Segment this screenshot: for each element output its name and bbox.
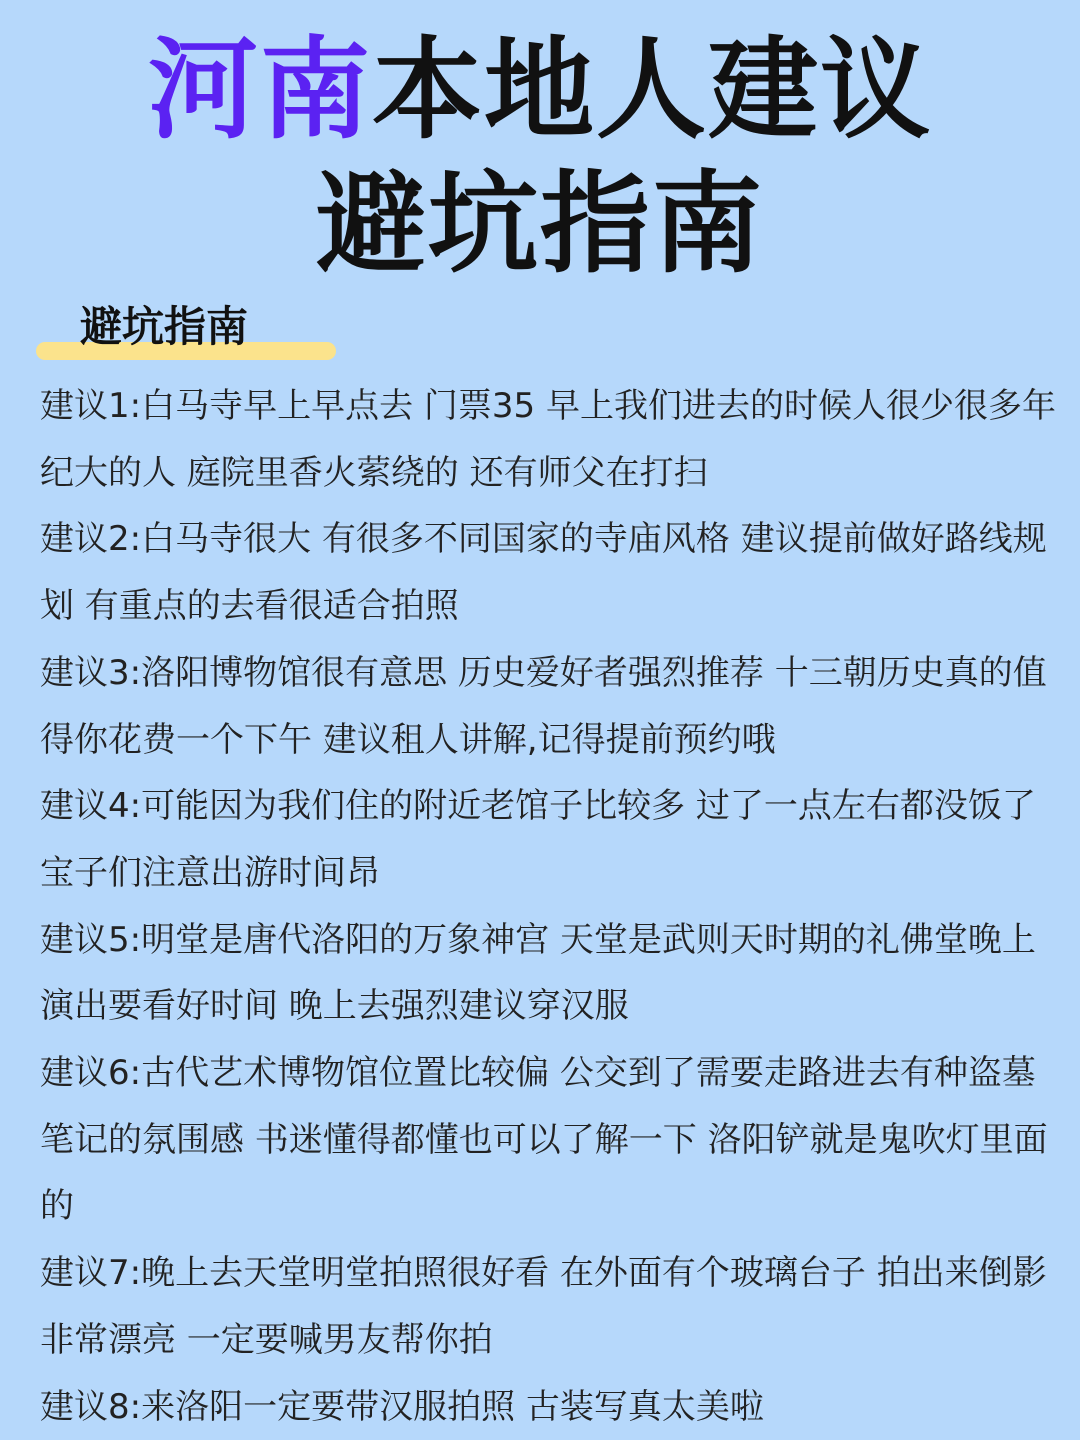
title-line-1: [0, 24, 1080, 156]
tip-item-4: 建议4:可能因为我们住的附近老馆子比较多 过了一点左右都没饭了 宝子们注意出游时间昂: [40, 786, 1036, 893]
section-heading: 避坑指南: [80, 302, 249, 351]
section-heading-block: [36, 300, 336, 362]
title-accent-henan: 河南: [148, 26, 372, 154]
tip-item-7: 建议7:晚上去天堂明堂拍照很好看 在外面有个玻璃台子 拍出来倒影非常漂亮 一定要喊男友帮你拍: [40, 1253, 1047, 1360]
tip-item-5: 建议5:明堂是唐代洛阳的万象神宫 天堂是武则天时期的礼佛堂晚上演出要看好时间 晚上去强烈建议穿汉服: [40, 919, 1036, 1027]
tips-list: [40, 373, 1065, 1440]
tip-item-3: 建议3:洛阳博物馆很有意思 历史爱好者强烈推荐 十三朝历史真的值得你花费一个下午 建议租人讲解,记得提前预约哦: [40, 652, 1047, 760]
poster-title: [0, 24, 1080, 290]
tip-item-6: 建议6:古代艺术博物馆位置比较偏 公交到了需要走路进去有种盗墓笔记的氛围感 书迷懂得都懂也可以了解一下 洛阳铲就是鬼吹灯里面的: [40, 1053, 1048, 1227]
tip-item-1: 建议1:白马寺早上早点去 门票35 早上我们进去的时候人很少很多年纪大的人 庭院里香火萦绕的 还有师父在打扫: [40, 386, 1056, 493]
title-line-1-rest: 本地人建议: [372, 26, 932, 154]
tip-item-2: 建议2:白马寺很大 有很多不同国家的寺庙风格 建议提前做好路线规划 有重点的去看很适合拍照: [40, 519, 1047, 627]
tip-item-8: 建议8:来洛阳一定要带汉服拍照 古装写真太美啦: [40, 1386, 764, 1427]
title-line-2: 避坑指南: [316, 160, 764, 288]
